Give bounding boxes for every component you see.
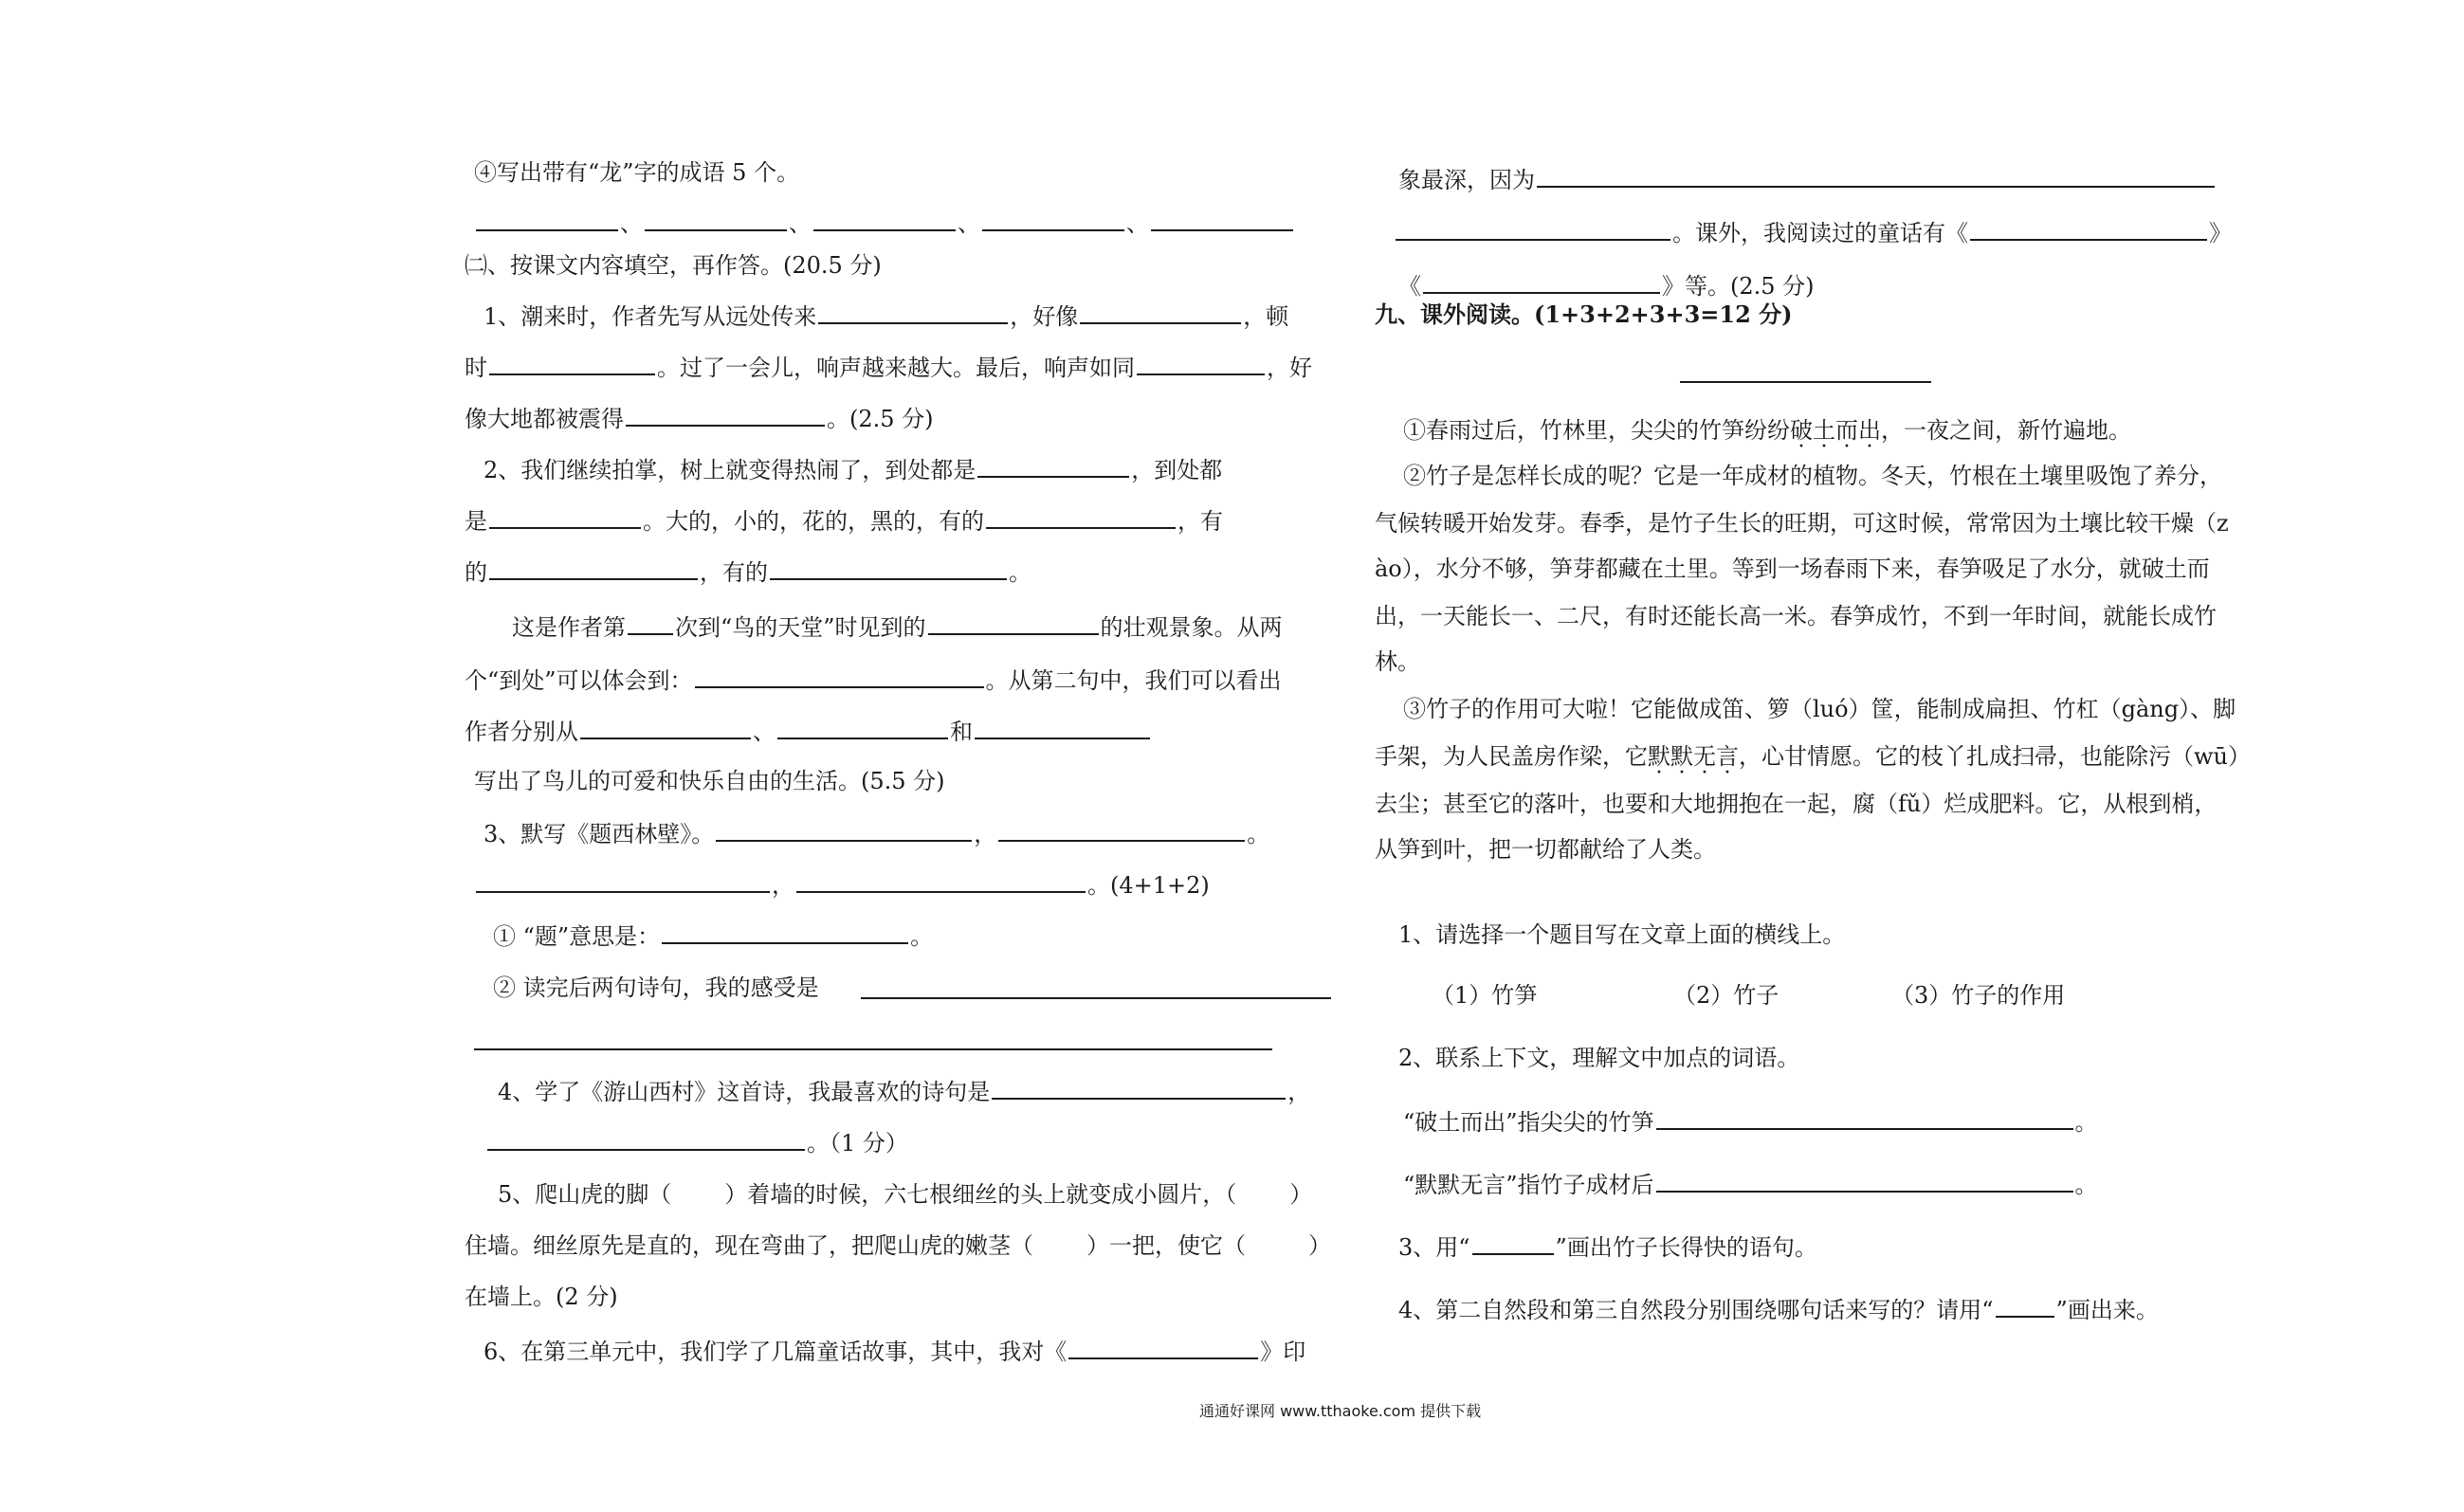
para-1: ①春雨过后，竹林里，尖尖的竹笋纷纷破土而出，一夜之间，新竹遍地。 <box>1403 417 2131 444</box>
reading-q3: 3、用“ ”画出竹子长得快的语句。 <box>1398 1230 1817 1263</box>
q6-blank-2[interactable] <box>1537 163 2215 188</box>
q2-line4: 这是作者第 次到“鸟的天堂”时见到的 的壮观景象。从两 <box>512 610 1283 643</box>
idiom-blank-5[interactable] <box>1151 207 1293 231</box>
q3-blank-1[interactable] <box>716 817 972 842</box>
q1-blank-3[interactable] <box>489 351 655 375</box>
q2-blank-11[interactable] <box>975 715 1150 739</box>
q6-line1: 6、在第三单元中，我们学了几篇童话故事，其中，我对《 》印 <box>484 1335 1305 1367</box>
para-2-line1: ②竹子是怎样长成的呢？它是一年成材的植物。冬天，竹根在土壤里吸饱了养分， <box>1403 463 2222 489</box>
q5-line2: 住墙。细丝原先是直的，现在弯曲了，把爬山虎的嫩茎（ ）一把，使它（ ） <box>465 1232 1331 1259</box>
reading-q4: 4、第二自然段和第三自然段分别围绕哪句话来写的？请用“ ”画出来。 <box>1398 1293 2159 1325</box>
q2-blank-5[interactable] <box>770 556 1007 580</box>
q6-blank-3[interactable] <box>1396 216 1670 241</box>
underline-sample-1 <box>1472 1230 1554 1255</box>
q2-blank-4[interactable] <box>489 556 698 580</box>
q3-answer-line-1[interactable] <box>861 997 1331 999</box>
q1-blank-5[interactable] <box>626 402 825 427</box>
reading-q2-a: “破土而出”指尖尖的竹笋 。 <box>1403 1105 2098 1138</box>
q2-line7: 写出了鸟儿的可爱和快乐自由的生活。(5.5 分) <box>474 768 945 794</box>
title-option-1[interactable]: （1）竹笋 <box>1432 982 1538 1009</box>
para-2-line4: 出，一天能长一、二尺，有时还能长高一米。春笋成竹，不到一年时间，就能长成竹 <box>1375 603 2217 629</box>
q4-blank-1[interactable] <box>992 1075 1286 1100</box>
q2-blank-6[interactable] <box>628 610 673 635</box>
q1-blank-4[interactable] <box>1137 351 1265 375</box>
reading-q2-blank-1[interactable] <box>1656 1105 2073 1130</box>
q2-line6: 作者分别从 、 和 <box>465 715 1152 747</box>
idiom-blank-1[interactable] <box>476 207 618 231</box>
footer-credit: 通通好课网 www.tthaoke.com 提供下载 <box>1199 1402 1482 1420</box>
q1-blank-2[interactable] <box>1080 300 1241 324</box>
para-3-line4: 从笋到叶，把一切都献给了人类。 <box>1375 836 1716 863</box>
title-option-2[interactable]: （2）竹子 <box>1673 982 1780 1009</box>
reading-q2-blank-2[interactable] <box>1656 1168 2073 1193</box>
q5-line1: 5、爬山虎的脚（ ）着墙的时候，六七根细丝的头上就变成小圆片，（ ） <box>498 1181 1313 1208</box>
reading-q2: 2、联系上下文，理解文中加点的词语。 <box>1398 1045 1800 1071</box>
para-3-line2: 手架，为人民盖房作梁，它默默无言，心甘情愿。它的枝丫扎成扫帚，也能除污（wū） <box>1375 743 2251 770</box>
q2-blank-10[interactable] <box>777 715 948 739</box>
q1-line3: 像大地都被震得 。(2.5 分) <box>465 402 934 434</box>
q2-line5: 个“到处”可以体会到： 。从第二句中，我们可以看出 <box>465 664 1282 696</box>
q3-blank-2[interactable] <box>998 817 1245 842</box>
para-2-line3: ào），水分不够，笋芽都藏在土里。等到一场春雨下来，春笋吸足了水分，就破土而 <box>1375 556 2210 582</box>
q1-line2: 时 。过了一会儿，响声越来越大。最后，响声如同 ，好 <box>465 351 1312 383</box>
title-option-3[interactable]: （3）竹子的作用 <box>1891 982 2066 1009</box>
q-dragon-idioms: ④写出带有“龙”字的成语 5 个。 <box>474 159 800 186</box>
q4-line2: 。（1 分） <box>485 1126 908 1158</box>
idiom-blank-2[interactable] <box>645 207 787 231</box>
para-3-line1: ③竹子的作用可大啦！它能做成笛、箩（luó）筐，能制成扁担、竹杠（gàng）、脚 <box>1403 696 2236 722</box>
q2-line3: 的 ，有的 。 <box>465 556 1031 588</box>
section-2-heading: ㈡、按课文内容填空，再作答。(20.5 分) <box>465 252 882 279</box>
q3-blank-4[interactable] <box>796 868 1086 893</box>
q3-answer-line-2[interactable] <box>474 1048 1272 1050</box>
q2-blank-3[interactable] <box>986 504 1176 529</box>
q1-line1: 1、潮来时，作者先写从远处传来 ，好像 ，顿 <box>484 300 1288 332</box>
para-2-line5: 林。 <box>1375 648 1420 675</box>
q2-blank-7[interactable] <box>928 610 1099 635</box>
para-2-line2: 气候转暖开始发芽。春季，是竹子生长的旺期，可这时候，常常因为土壤比较干燥（z <box>1375 510 2229 537</box>
q6-line2: 象最深，因为 <box>1398 163 2217 195</box>
q5-line3: 在墙上。(2 分) <box>465 1284 618 1310</box>
para-3-line3: 去尘；甚至它的落叶，也要和大地拥抱在一起，腐（fǔ）烂成肥料。它，从根到梢， <box>1375 791 2218 817</box>
q4-line1: 4、学了《游山西村》这首诗，我最喜欢的诗句是 ， <box>498 1075 1310 1107</box>
q3-blank-3[interactable] <box>476 868 770 893</box>
section-9-heading: 九、课外阅读。(1+3+2+3+3=12 分) <box>1375 301 1793 328</box>
underline-sample-2 <box>1996 1293 2054 1318</box>
idiom-blank-3[interactable] <box>813 207 956 231</box>
q3-blank-5[interactable] <box>662 920 908 944</box>
q2-blank-2[interactable] <box>489 504 641 529</box>
reading-q2-b: “默默无言”指竹子成材后 。 <box>1403 1168 2098 1200</box>
q6-line3: 。课外，我阅读过的童话有《 》 <box>1394 216 2232 248</box>
q2-blank-9[interactable] <box>580 715 751 739</box>
idiom-blank-4[interactable] <box>982 207 1124 231</box>
q6-line4: 《 》等。(2.5 分) <box>1398 269 1815 301</box>
q3-line1: 3、默写《题西林壁》。 ， 。 <box>484 817 1269 849</box>
q2-blank-1[interactable] <box>977 453 1129 478</box>
q3-line3: ① “题”意思是： 。 <box>493 920 933 952</box>
dragon-idiom-blanks: 、 、 、 、 <box>474 207 1295 239</box>
q6-blank-5[interactable] <box>1423 269 1660 294</box>
q6-blank-1[interactable] <box>1068 1335 1258 1359</box>
q2-line2: 是 。大的，小的，花的，黑的，有的 ，有 <box>465 504 1223 537</box>
q2-line1: 2、我们继续拍掌，树上就变得热闹了，到处都是 ，到处都 <box>484 453 1222 485</box>
q3-line4: ② 读完后两句诗句，我的感受是 <box>493 975 819 1001</box>
q1-blank-1[interactable] <box>818 300 1008 324</box>
q6-blank-4[interactable] <box>1970 216 2207 241</box>
q2-blank-8[interactable] <box>695 664 984 688</box>
q3-line2: ， 。(4+1+2) <box>474 868 1210 901</box>
q4-blank-2[interactable] <box>487 1126 805 1151</box>
article-title-line[interactable] <box>1680 381 1931 383</box>
reading-q1: 1、请选择一个题目写在文章上面的横线上。 <box>1398 921 1846 948</box>
